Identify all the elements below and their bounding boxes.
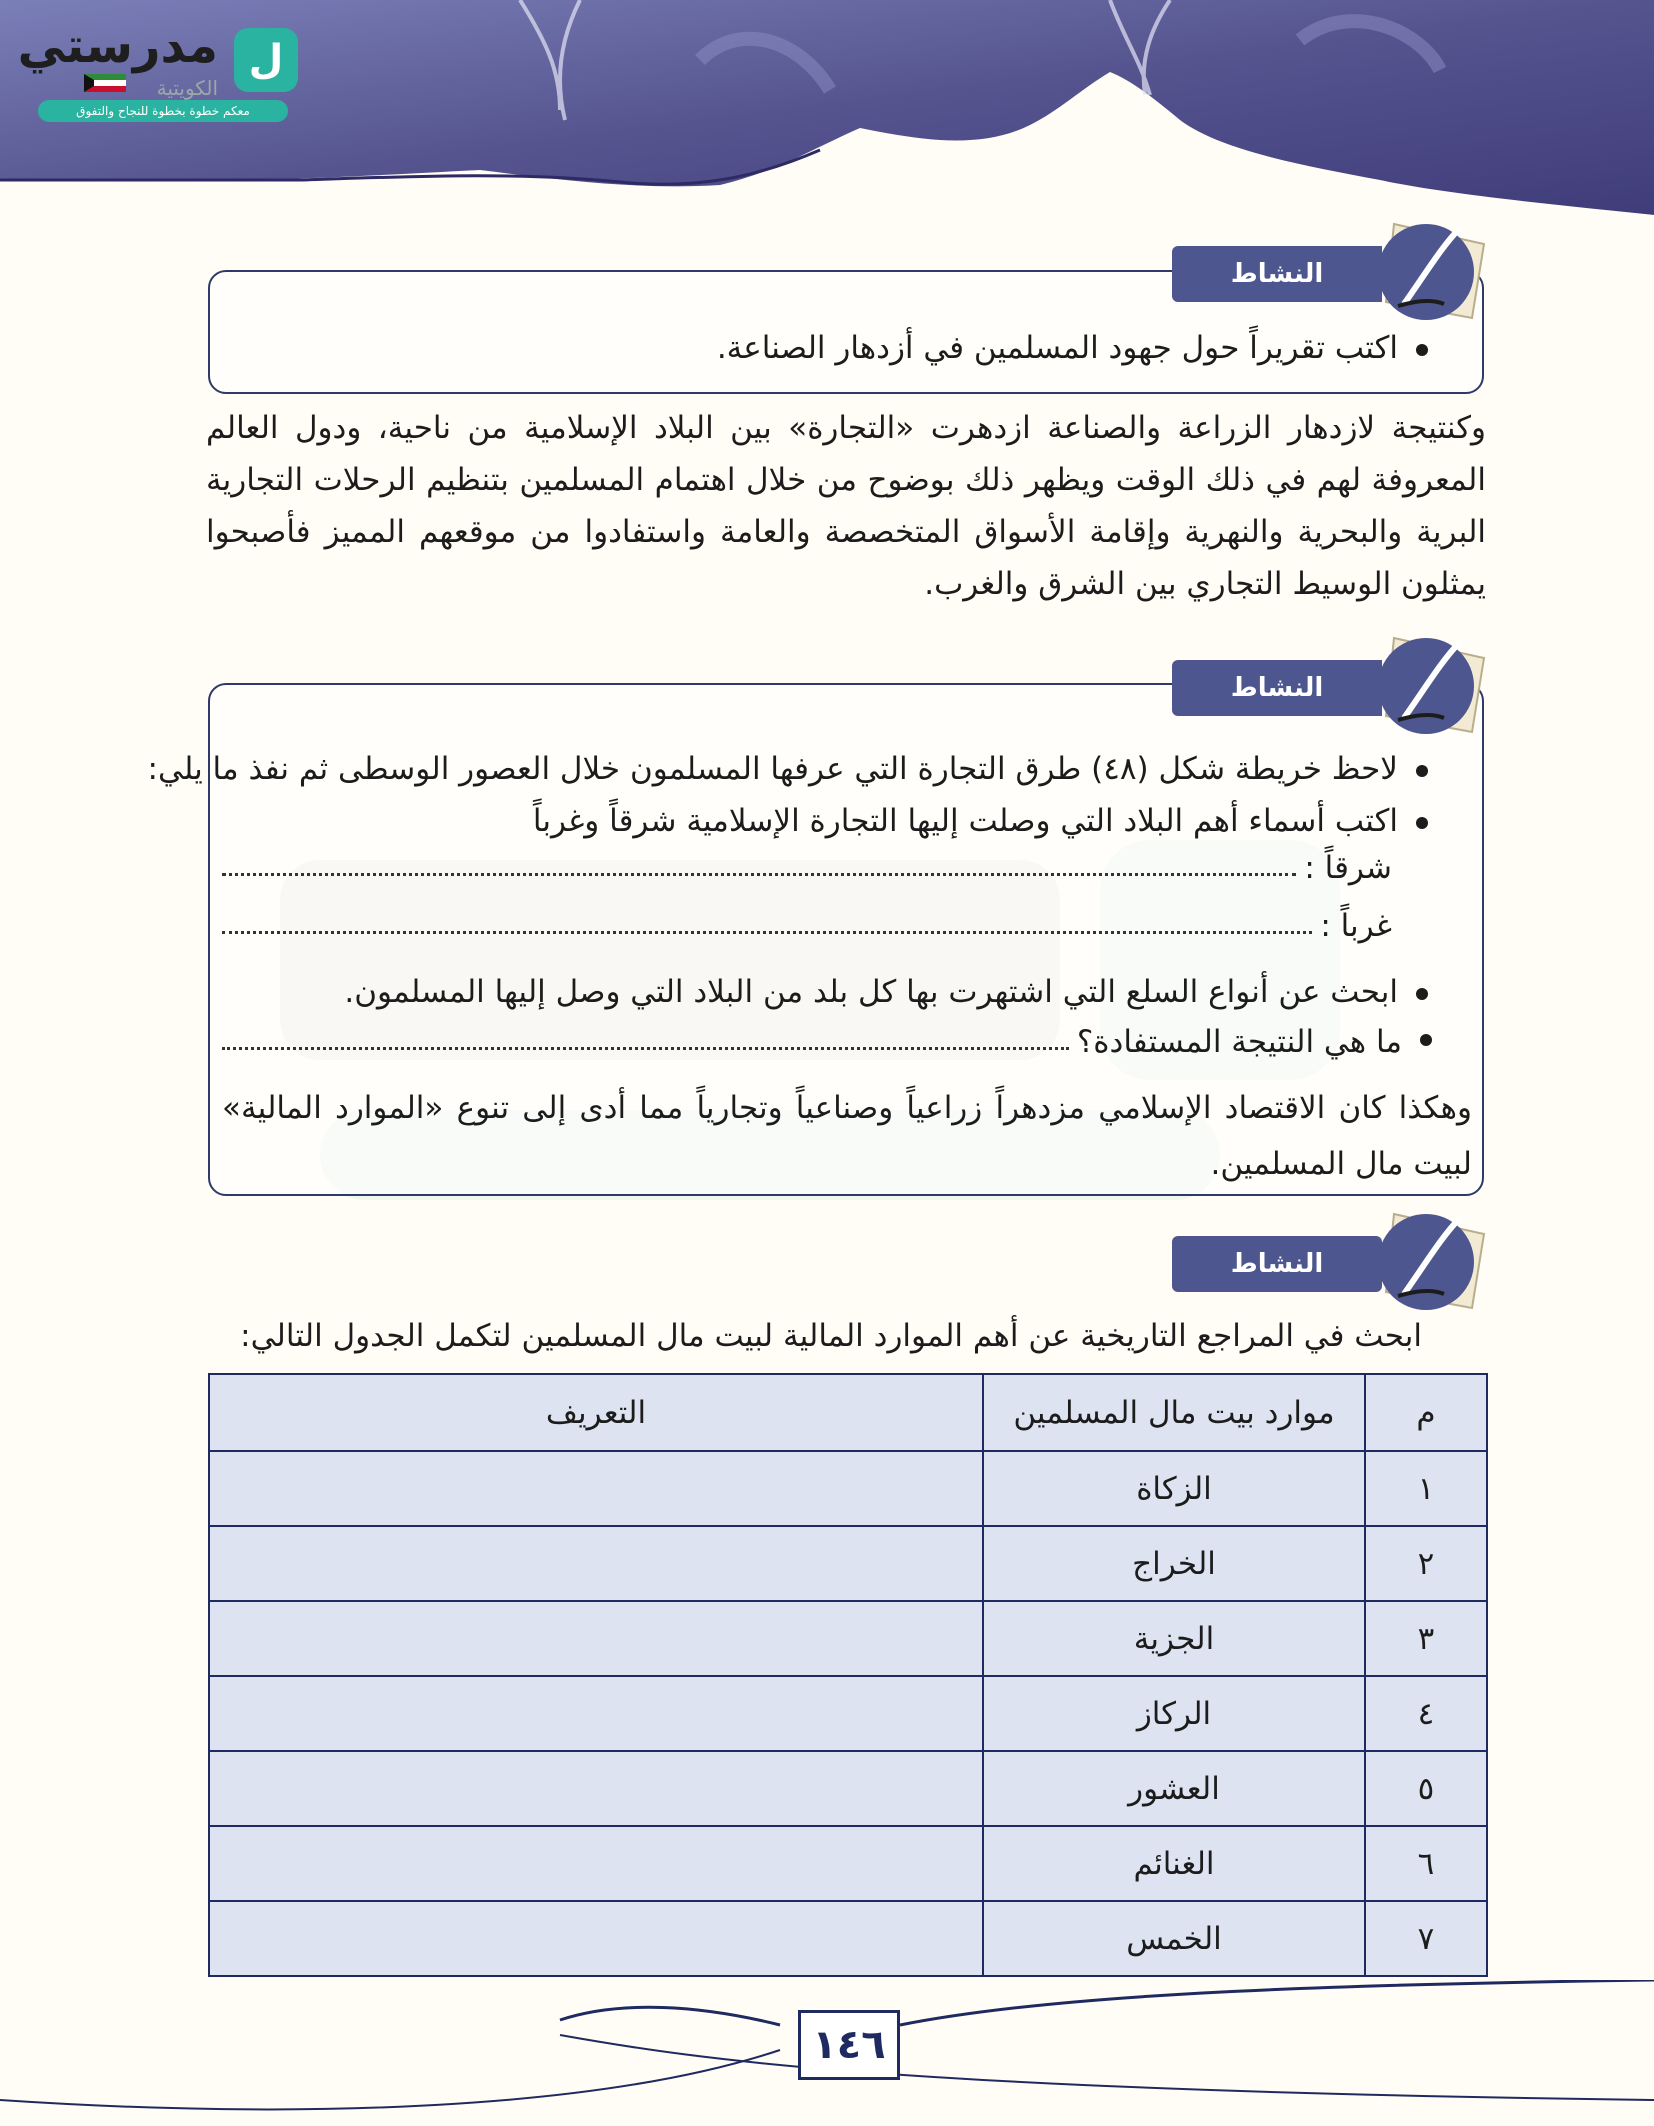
row-num: ٤ — [1365, 1676, 1487, 1751]
activity-tab-2: النشاط — [1172, 660, 1382, 716]
result-question: ما هي النتيجة المستفادة؟ — [1076, 1024, 1402, 1060]
table-row — [209, 1526, 1487, 1601]
logo-badge: ل — [234, 28, 298, 92]
quill-pen-icon — [1364, 206, 1496, 338]
row-resource: الخمس — [983, 1901, 1365, 1976]
table-row — [209, 1826, 1487, 1901]
logo-name: مدرستي — [17, 18, 218, 74]
east-answer-line[interactable] — [222, 872, 1296, 876]
kuwait-flag-icon — [84, 74, 126, 92]
header-resource: موارد بيت مال المسلمين — [983, 1374, 1365, 1451]
east-answer-row — [222, 850, 1392, 886]
activity-tab-3: النشاط — [1172, 1236, 1382, 1292]
row-num: ٣ — [1365, 1601, 1487, 1676]
paragraph-trade: وكنتيجة لازدهار الزراعة والصناعة ازدهرت «التجارة» بين البلاد الإسلامية من ناحية، ودول العالم المعروفة لهم في ذلك الوقت ويظهر ذلك بوضوح من خلال اهتمام المسلمين بتنظيم الرحلات التجارية البرية والبحرية والنهرية وإقامة الأسواق المتخصصة والعامة واستفادوا من موقعهم المميز فأصبحوا يمثلون الوسيط التجاري بين الشرق والغرب. — [206, 410, 1486, 602]
bullet-dot-icon — [1416, 988, 1428, 1000]
row-definition-cell[interactable] — [209, 1826, 983, 1901]
site-logo[interactable] — [17, 18, 298, 124]
table-header-row — [209, 1374, 1487, 1451]
row-definition-cell[interactable] — [209, 1526, 983, 1601]
table-row — [209, 1451, 1487, 1526]
result-answer-line[interactable] — [222, 1046, 1069, 1050]
row-resource: الجزية — [983, 1601, 1365, 1676]
row-definition-cell[interactable] — [209, 1751, 983, 1826]
activity2-bullet-countries: اكتب أسماء أهم البلاد التي وصلت إليها التجارة الإسلامية شرقاً وغرباً — [533, 801, 1428, 841]
row-num: ٢ — [1365, 1526, 1487, 1601]
logo-tagline: معكم خطوة بخطوة للنجاح والتفوق — [38, 100, 288, 122]
row-definition-cell[interactable] — [209, 1901, 983, 1976]
east-label: شرقاً : — [1304, 850, 1392, 886]
page-number: ١٤٦ — [798, 2010, 900, 2080]
header-num: م — [1365, 1374, 1487, 1451]
row-definition-cell[interactable] — [209, 1676, 983, 1751]
activity2-bullet-goods: ابحث عن أنواع السلع التي اشتهرت بها كل بلد من البلاد التي وصل إليها المسلمون. — [344, 972, 1428, 1012]
table-row — [209, 1901, 1487, 1976]
table-row — [209, 1601, 1487, 1676]
quill-pen-icon — [1364, 620, 1496, 752]
row-resource: الزكاة — [983, 1451, 1365, 1526]
row-num: ٥ — [1365, 1751, 1487, 1826]
table-row — [209, 1751, 1487, 1826]
west-answer-line[interactable] — [222, 930, 1312, 934]
header-definition: التعريف — [209, 1374, 983, 1451]
bullet-dot-icon — [1420, 1034, 1432, 1046]
resources-table — [208, 1373, 1488, 1977]
row-definition-cell[interactable] — [209, 1451, 983, 1526]
activity3-instruction: ابحث في المراجع التاريخية عن أهم الموارد المالية لبيت مال المسلمين لتكمل الجدول التالي: — [240, 1318, 1422, 1354]
row-num: ٧ — [1365, 1901, 1487, 1976]
bullet-dot-icon — [1416, 344, 1428, 356]
row-definition-cell[interactable] — [209, 1601, 983, 1676]
west-label: غرباً : — [1320, 908, 1392, 944]
logo-subtitle: الكويتية — [156, 76, 218, 100]
bullet-dot-icon — [1416, 817, 1428, 829]
row-num: ٦ — [1365, 1826, 1487, 1901]
west-answer-row — [222, 908, 1392, 944]
row-resource: الخراج — [983, 1526, 1365, 1601]
activity2-closing: وهكذا كان الاقتصاد الإسلامي مزدهراً زراعياً وصناعياً وتجارياً مما أدى إلى تنوع «الموارد المالية» لبيت مال المسلمين. — [222, 1090, 1472, 1182]
quill-pen-icon — [1364, 1196, 1496, 1328]
activity-tab-1: النشاط — [1172, 246, 1382, 302]
row-resource: الغنائم — [983, 1826, 1365, 1901]
result-question-row — [222, 1024, 1432, 1060]
row-resource: العشور — [983, 1751, 1365, 1826]
bullet-dot-icon — [1416, 765, 1428, 777]
activity1-bullet: اكتب تقريراً حول جهود المسلمين في أزدهار الصناعة. — [717, 328, 1428, 368]
activity2-bullet-map: لاحظ خريطة شكل (٤٨) طرق التجارة التي عرفها المسلمون خلال العصور الوسطى ثم نفذ ما يلي: — [148, 749, 1428, 789]
table-row — [209, 1676, 1487, 1751]
row-resource: الركاز — [983, 1676, 1365, 1751]
row-num: ١ — [1365, 1451, 1487, 1526]
